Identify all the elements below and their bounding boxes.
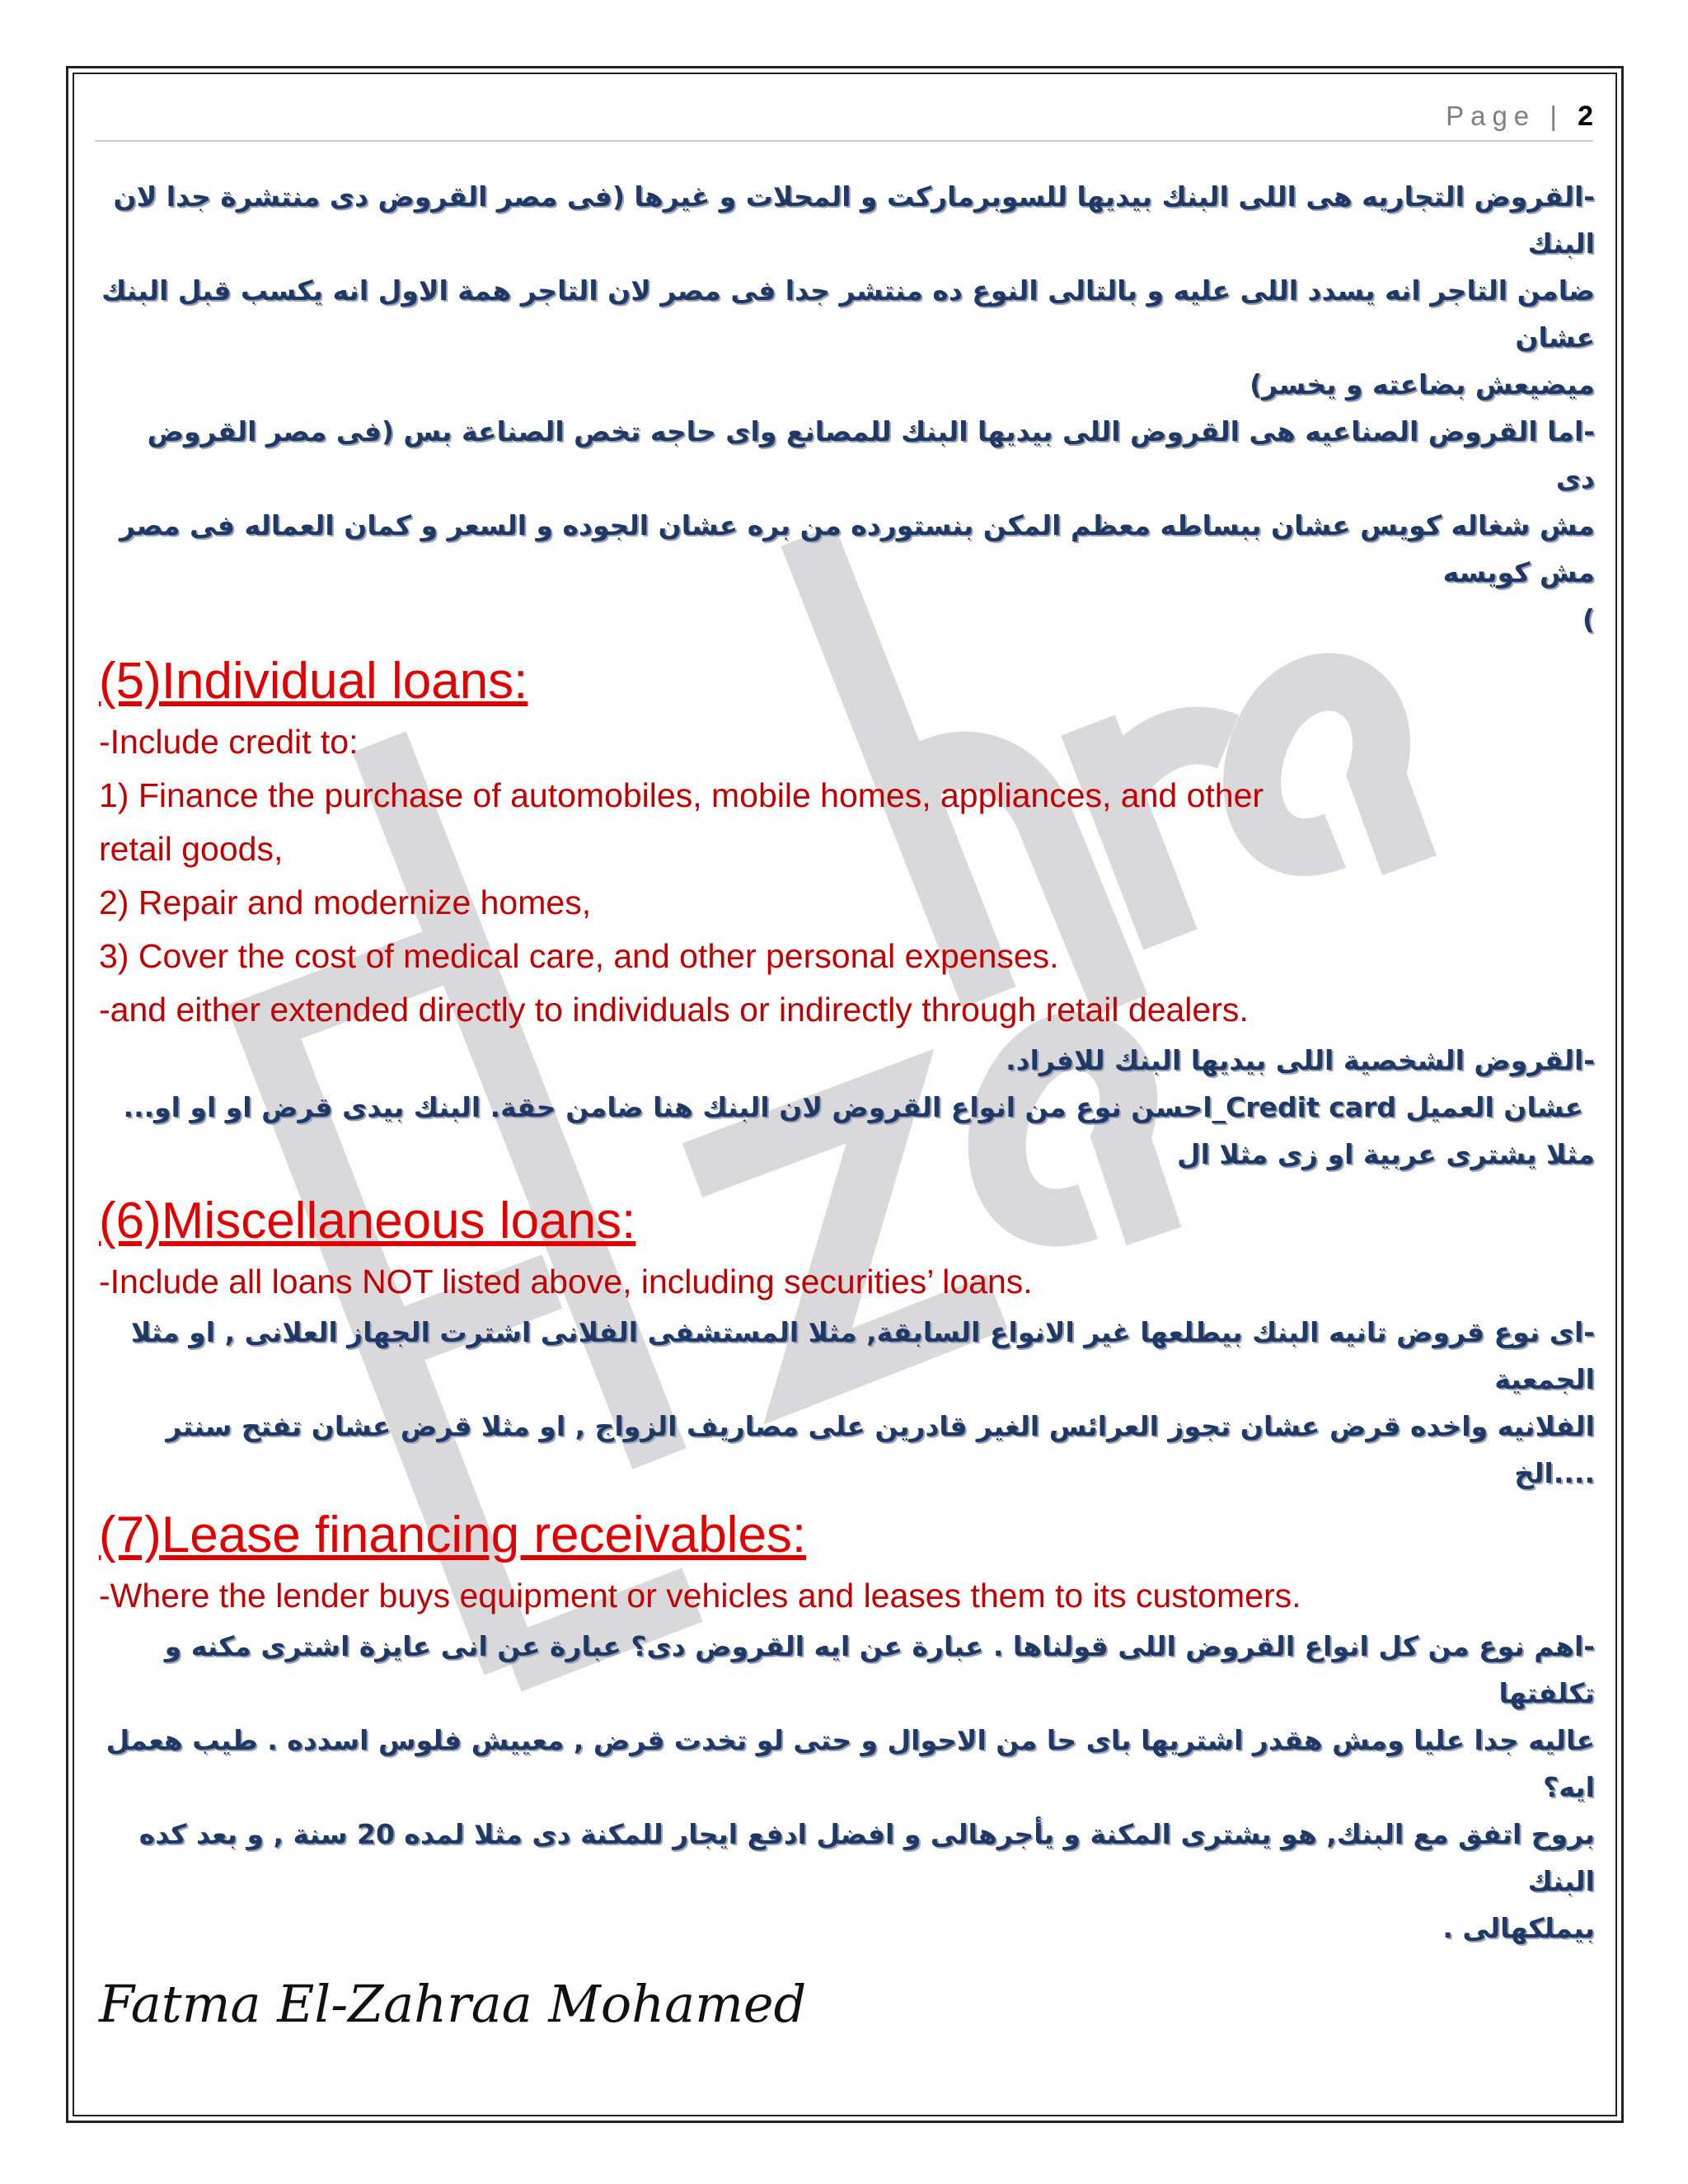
page-number: 2 [1578,101,1593,132]
text-line: retail goods, [99,830,284,868]
section-heading-miscellaneous-loans: (6)Miscellaneous loans: [99,1193,636,1249]
text-line: -and either extended directly to individuals or indirectly through retail dealers. [99,991,1249,1029]
page-header: Page | 2 [1446,101,1593,132]
text-line: 1) Finance the purchase of automobiles, mobile homes, appliances, and other [99,776,1264,814]
arabic-line: ) [1582,603,1595,635]
arabic-line: -اى نوع قروض تانيه البنك بيطلعها غير الانواع السابقة, مثلا المستشفى الفلانى اشترت الجهاز العلانى , او مثلا الجمعية [130,1316,1595,1395]
text-line: 2) Repair and modernize homes, [99,883,592,921]
document-body [99,173,1595,1952]
arabic-line: ضامن التاجر انه يسدد اللى عليه و بالتالى النوع ده منتشر جدا فى مصر لان التاجر همة الاول انه يكسب قبل البنك عشان [101,274,1595,354]
author-signature: Fatma El-Zahraa Mohamed [99,1974,807,2034]
arabic-line: -اما القروض الصناعيه هى القروض اللى بيديها البنك للمصانع واى حاجه تخص الصناعة بس (فى مصر القروض دى [147,415,1595,494]
section-heading-individual-loans: (5)Individual loans: [99,653,528,710]
arabic-line: -القروض الشخصية اللى بيديها البنك للافراد. [1006,1044,1595,1076]
arabic-line: عشان العميل Credit card_احسن نوع من انواع القروض لان البنك هنا ضامن حقة. البنك بيدى قرض او او او... [123,1091,1583,1123]
intro-arabic [99,173,1595,643]
arabic-line: بروح اتفق مع البنك, هو يشترى المكنة و يأجرهالى و افضل ادفع ايجار للمكنة دى مثلا لمده 20 سنة , و بعد كده البنك [138,1818,1595,1897]
arabic-line: الفلانيه واخده قرض عشان تجوز العرائس الغير قادرين على مصاريف الزواج , او مثلا قرض عشان تفتح سنتر ....الخ [166,1410,1595,1489]
text-line: -Include credit to: [99,723,359,761]
arabic-line: عاليه جدا عليا ومش هقدر اشتريها باى حا من الاحوال و حتى لو تخدت قرض , معييش فلوس اسدده . طيب هعمل ايه؟ [106,1724,1595,1803]
arabic-line: مش شغاله كويس عشان ببساطه معظم المكن بنستورده من بره عشان الجوده و السعر و كمان العماله فى مصر مش كويسه [120,509,1595,588]
section-heading-lease-financing: (7)Lease financing receivables: [99,1507,807,1563]
text-line: -Where the lender buys equipment or vehicles and leases them to its customers. [99,1577,1301,1615]
header-divider [95,140,1593,142]
arabic-line: ميضيعش بضاعته و يخسر) [1250,368,1595,401]
arabic-line: مثلا يشترى عربية او زى مثلا ال [1176,1138,1595,1170]
arabic-line: -اهم نوع من كل انواع القروض اللى قولناها . عبارة عن ايه القروض دى؟ عبارة عن انى عايزة اشترى مكنه و تكلفتها [164,1630,1595,1709]
arabic-line: بيملكهالى . [1442,1912,1595,1944]
text-line: 3) Cover the cost of medical care, and other personal expenses. [99,937,1059,975]
text-line: -Include all loans NOT listed above, including securities’ loans. [99,1263,1033,1301]
arabic-line: -القروض التجاريه هى اللى البنك بيديها للسوبرماركت و المحلات و غيرها (فى مصر القروض دى منتشرة جدا لان البنك [113,180,1595,260]
page-label: Page [1446,101,1536,131]
